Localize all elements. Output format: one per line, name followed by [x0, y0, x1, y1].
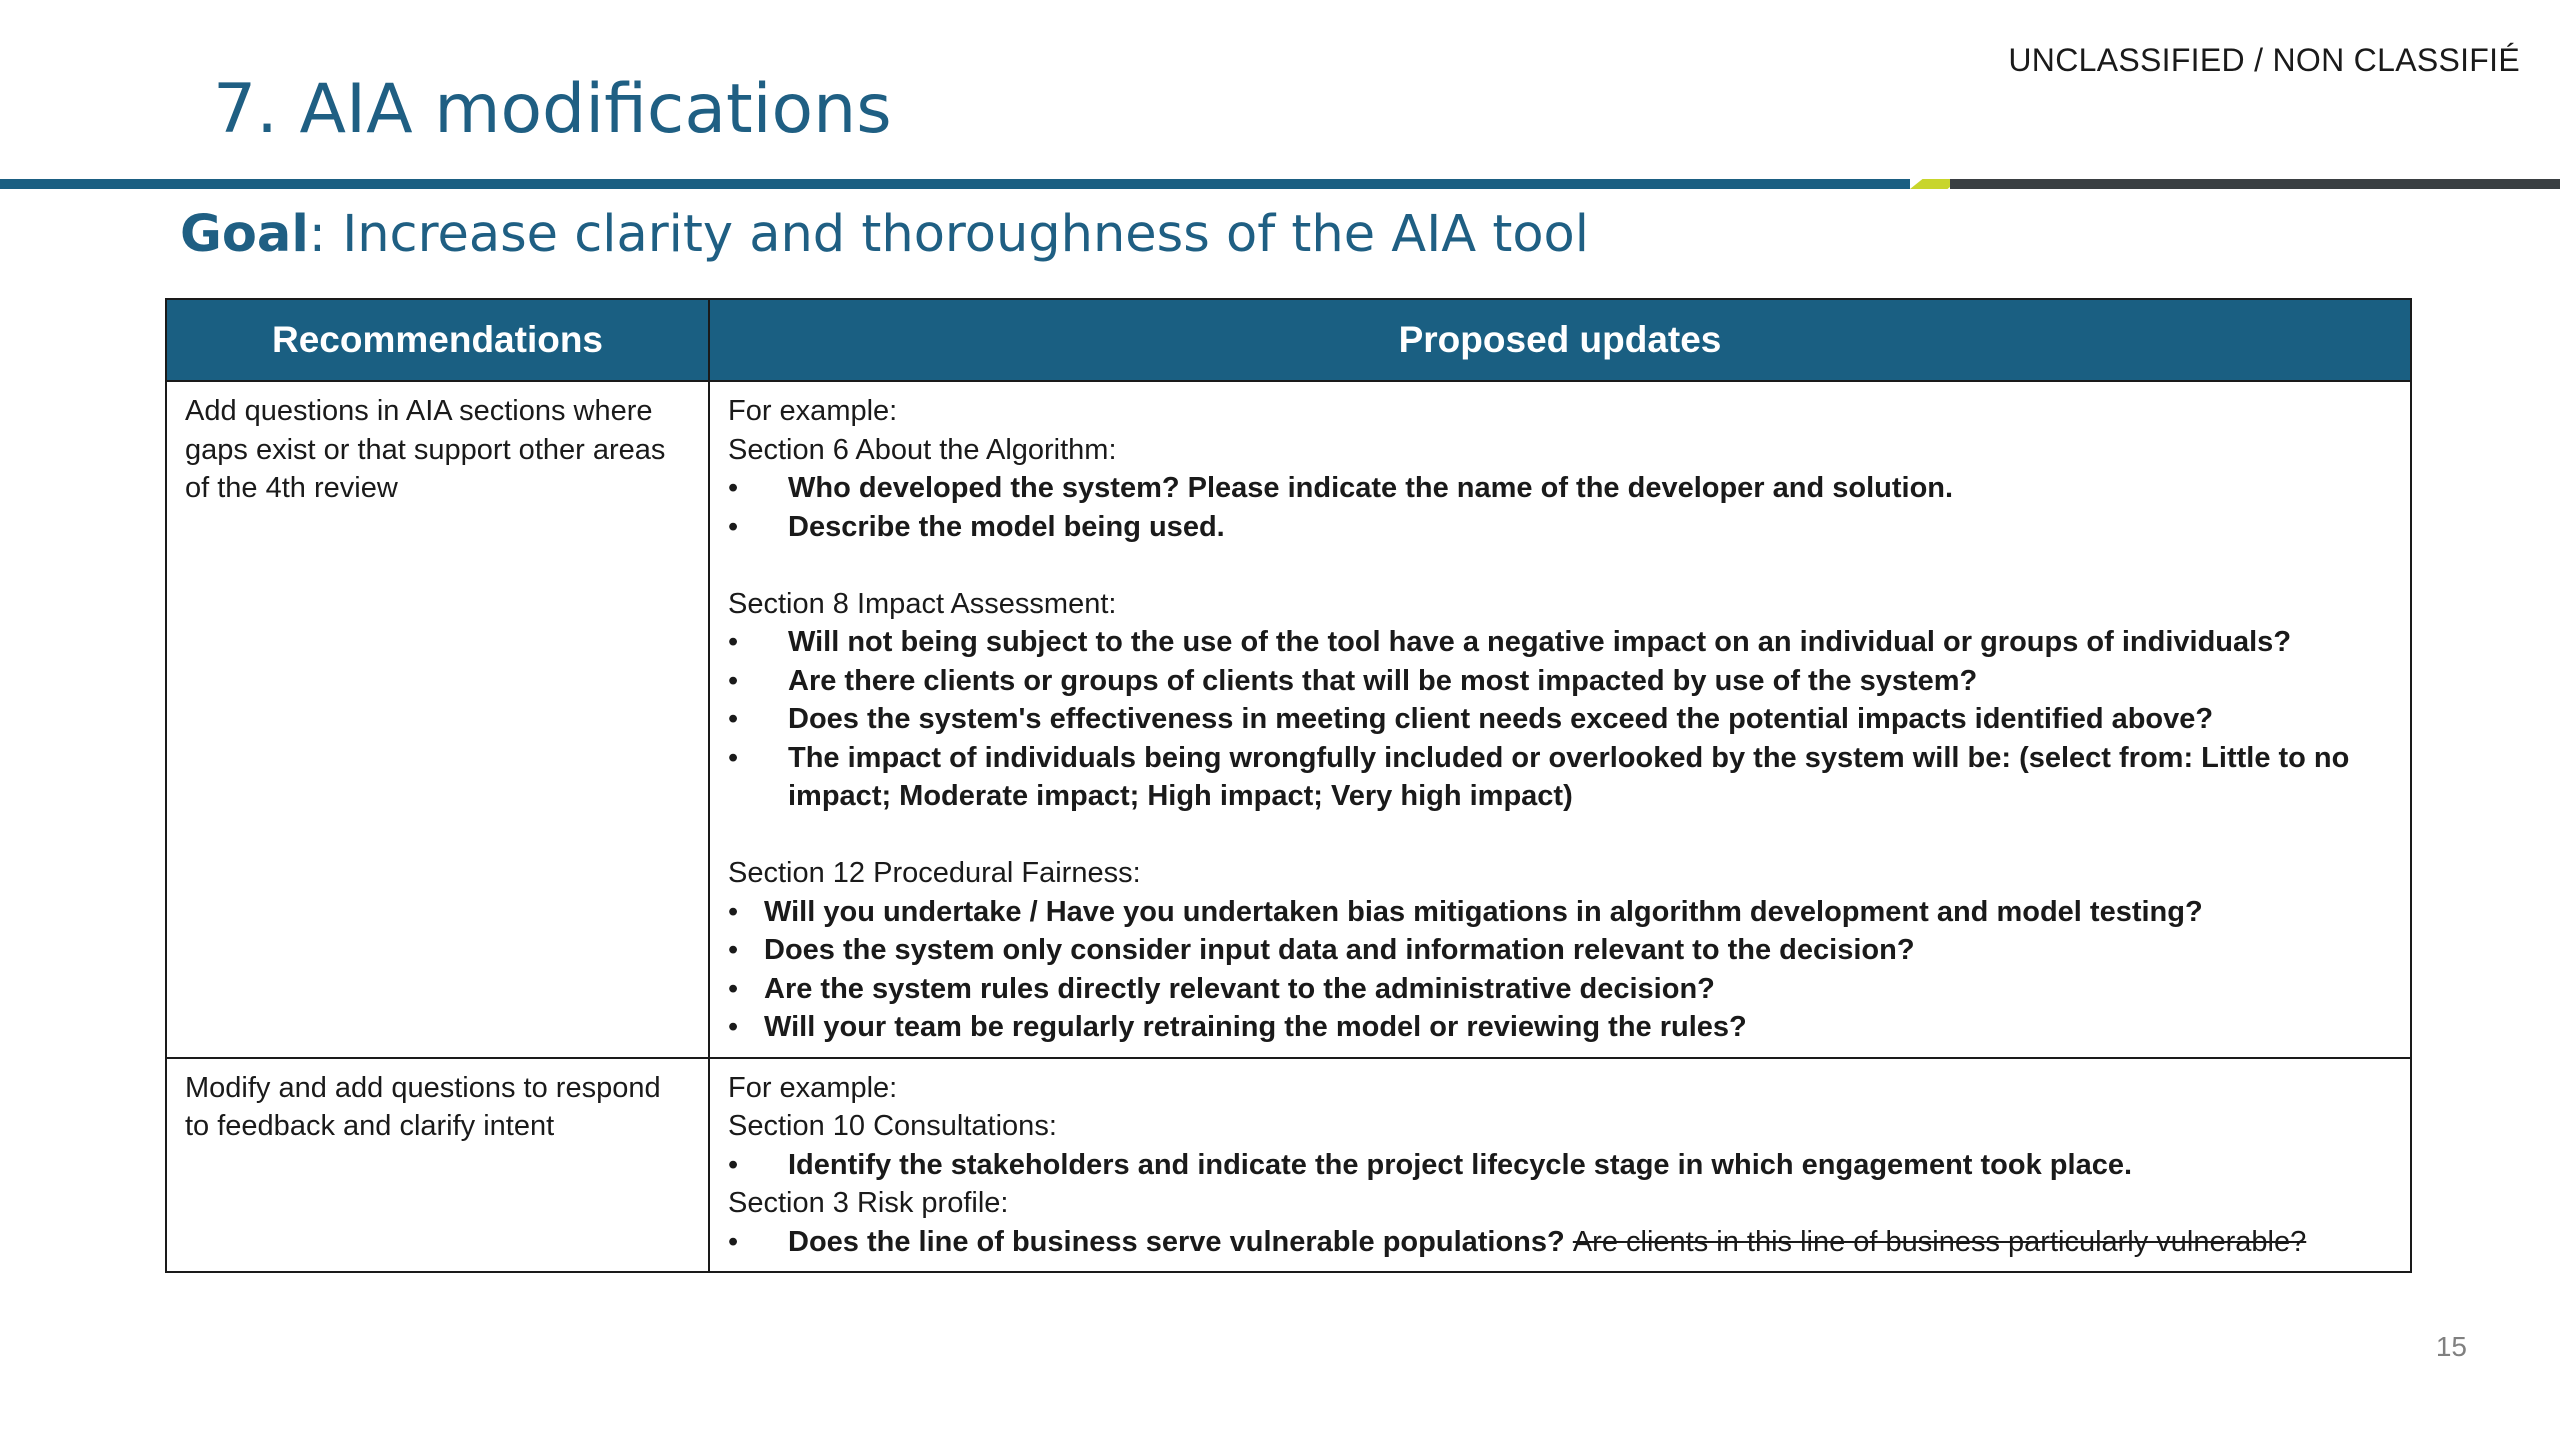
bullet-text: Will your team be regularly retraining the model or reviewing the rules?: [764, 1011, 1747, 1043]
page-number: 15: [2435, 1331, 2467, 1362]
bullet-text: Describe the model being used.: [788, 510, 1225, 543]
intro-text: For example:: [728, 395, 898, 427]
bullet-item: [728, 469, 2392, 508]
table-row: [166, 1058, 2411, 1273]
bullet-item: [728, 1146, 2392, 1185]
recommendations-table: [165, 298, 2412, 1273]
section-heading: Section 8 Impact Assessment:: [728, 587, 1117, 620]
section-heading: Section 3 Risk profile:: [728, 1187, 1009, 1219]
intro-text: For example:: [728, 1071, 898, 1104]
bullet-dot: •: [728, 1148, 739, 1181]
bullet-dot: •: [728, 472, 739, 504]
recommendation-cell: Modify and add questions to respond to feedback and clarify intent: [166, 1058, 709, 1273]
bullet-dot: •: [728, 934, 739, 966]
goal-label: Goal: [180, 205, 309, 264]
bullet-text: Will you undertake / Have you undertaken bias mitigations in algorithm development and model testing?: [764, 895, 2203, 928]
bullet-item: [728, 623, 2392, 662]
bullet-item: [728, 1223, 2392, 1262]
bullet-text: Are the system rules directly relevant to the administrative decision?: [764, 972, 1715, 1005]
bullet-text: Does the system's effectiveness in meeting client needs exceed the potential impacts identified above?: [788, 703, 2214, 735]
classification-label: UNCLASSIFIED / NON CLASSIFIÉ: [2008, 42, 2520, 78]
bullet-dot: •: [728, 1011, 739, 1043]
goal-text: : Increase clarity and thoroughness of the AIA tool: [308, 205, 1589, 264]
header-recommendations: Recommendations: [166, 299, 709, 381]
bullet-text: Does the system only consider input data and information relevant to the decision?: [764, 934, 1915, 966]
struck-text: Are clients in this line of business particularly vulnerable?: [1572, 1225, 2307, 1258]
bullet-item: [728, 508, 2392, 547]
bullet-dot: •: [728, 510, 739, 543]
bullet-text: Who developed the system? Please indicate the name of the developer and solution.: [788, 472, 1954, 504]
bullet-item: [728, 662, 2392, 701]
section-heading: Section 6 About the Algorithm:: [728, 433, 1117, 466]
spacer: [728, 546, 2392, 585]
bullet-dot: •: [728, 703, 739, 735]
bullet-dot: •: [728, 626, 739, 658]
bullet-item: [728, 1008, 2392, 1047]
bullet-text: Does the line of business serve vulnerable populations?: [788, 1225, 1565, 1258]
bullet-item: [728, 970, 2392, 1009]
bullet-text: Are there clients or groups of clients that will be most impacted by use of the system?: [788, 664, 1978, 697]
goal-statement: [180, 205, 1589, 264]
proposed-updates-cell: [709, 381, 2411, 1058]
table-row: [166, 381, 2411, 1058]
section-heading: Section 10 Consultations:: [728, 1110, 1057, 1142]
proposed-updates-cell: [709, 1058, 2411, 1273]
section-heading: Section 12 Procedural Fairness:: [728, 857, 1141, 889]
title-rule-blue: [0, 179, 1910, 189]
spacer: [728, 816, 2392, 855]
title-rule-dark: [1950, 179, 2560, 189]
bullet-text: Will not being subject to the use of the tool have a negative impact on an individual or groups of individuals?: [788, 626, 2292, 658]
bullet-dot: •: [728, 895, 739, 928]
bullet-dot: •: [728, 1225, 739, 1258]
bullet-text: Identify the stakeholders and indicate the project lifecycle stage in which engagement took place.: [788, 1148, 2133, 1181]
bullet-dot: •: [728, 664, 739, 697]
table-header-row: [166, 299, 2411, 381]
bullet-item: [728, 931, 2392, 970]
bullet-item: [728, 700, 2392, 739]
header-proposed-updates: Proposed updates: [709, 299, 2411, 381]
bullet-dot: •: [728, 972, 739, 1005]
recommendation-cell: Add questions in AIA sections where gaps exist or that support other areas of the 4th review: [166, 381, 709, 1058]
bullet-dot: •: [728, 741, 739, 774]
bullet-item: [728, 739, 2392, 816]
bullet-item: [728, 893, 2392, 932]
slide-title: 7. AIA modifications: [213, 70, 892, 149]
bullet-text: The impact of individuals being wrongfully included or overlooked by the system will be: (select from: Little to no impact; Moderate impact; High impact; Very high impact): [788, 741, 2350, 812]
